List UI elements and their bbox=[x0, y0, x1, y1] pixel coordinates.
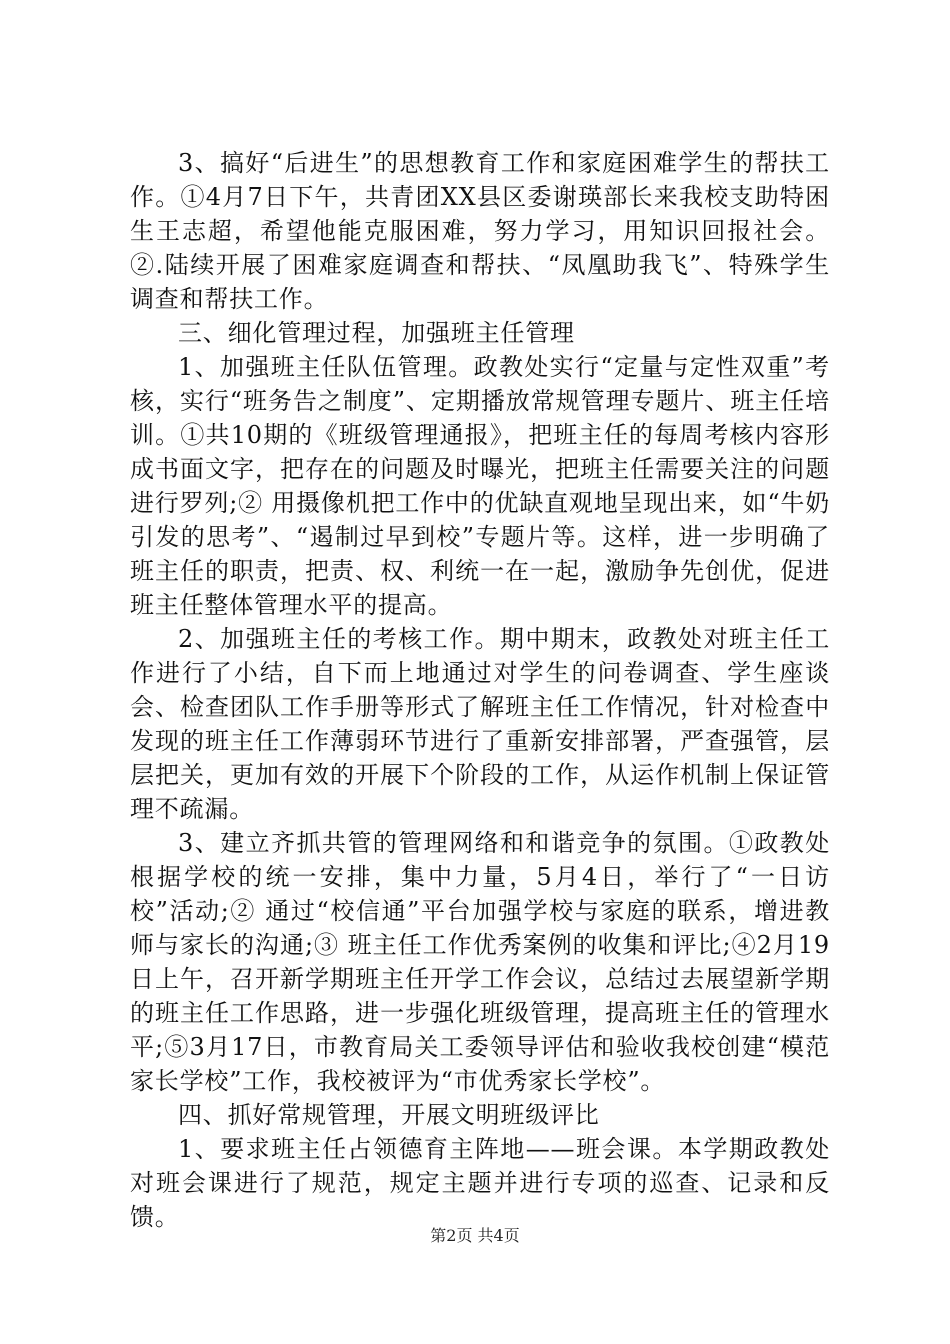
section-heading-class-teacher-management: 三、细化管理过程，加强班主任管理 bbox=[178, 319, 575, 347]
paragraph-management-network: 3、建立齐抓共管的管理网络和和谐竞争的氛围。①政教处根据学校的统一安排，集中力量，5月4日，举行了“一日访校”活动;② 通过“校信通”平台加强学校与家庭的联系，增进教师与家长的沟通;③ 班主任工作优秀案例的收集和评比;④2月19日上午，召开新学期班主任开学工作会议，总结过去展望新学期的班主任工作思路，进一步强化班级管理，提高班主任的管理水平;⑤3月17日，市教育局关工委领导评估和验收我校创建“模范家长学校”工作，我校被评为“市优秀家长学校”。 bbox=[130, 829, 830, 1095]
section-heading-routine-management: 四、抓好常规管理，开展文明班级评比 bbox=[178, 1101, 600, 1129]
paragraph-class-meeting: 1、要求班主任占领德育主阵地——班会课。本学期政教处对班会课进行了规范，规定主题并进行专项的巡查、记录和反馈。 bbox=[130, 1135, 830, 1231]
page-number-footer: 第2页 共4页 bbox=[430, 1226, 520, 1245]
document-body bbox=[130, 146, 830, 1234]
paragraph-assessment-work: 2、加强班主任的考核工作。期中期末，政教处对班主任工作进行了小结，自下而上地通过对学生的问卷调查、学生座谈会、检查团队工作手册等形式了解班主任工作情况，针对检查中发现的班主任工作薄弱环节进行了重新安排部署，严查强管，层层把关，更加有效的开展下个阶段的工作，从运作机制上保证管理不疏漏。 bbox=[130, 625, 830, 823]
paragraph-student-assistance: 3、搞好“后进生”的思想教育工作和家庭困难学生的帮扶工作。①4月7日下午，共青团XX县区委谢瑛部长来我校支助特困生王志超，希望他能克服困难，努力学习，用知识回报社会。②.陆续开展了困难家庭调查和帮扶、“凤凰助我飞”、特殊学生调查和帮扶工作。 bbox=[130, 149, 830, 313]
paragraph-team-management: 1、加强班主任队伍管理。政教处实行“定量与定性双重”考核，实行“班务告之制度”、定期播放常规管理专题片、班主任培训。①共10期的《班级管理通报》，把班主任的每周考核内容形成书面文字，把存在的问题及时曝光，把班主任需要关注的问题进行罗列;② 用摄像机把工作中的优缺直观地呈现出来，如“牛奶引发的思考”、“遏制过早到校”专题片等。这样，进一步明确了班主任的职责，把责、权、利统一在一起，激励争先创优，促进班主任整体管理水平的提高。 bbox=[130, 353, 830, 619]
